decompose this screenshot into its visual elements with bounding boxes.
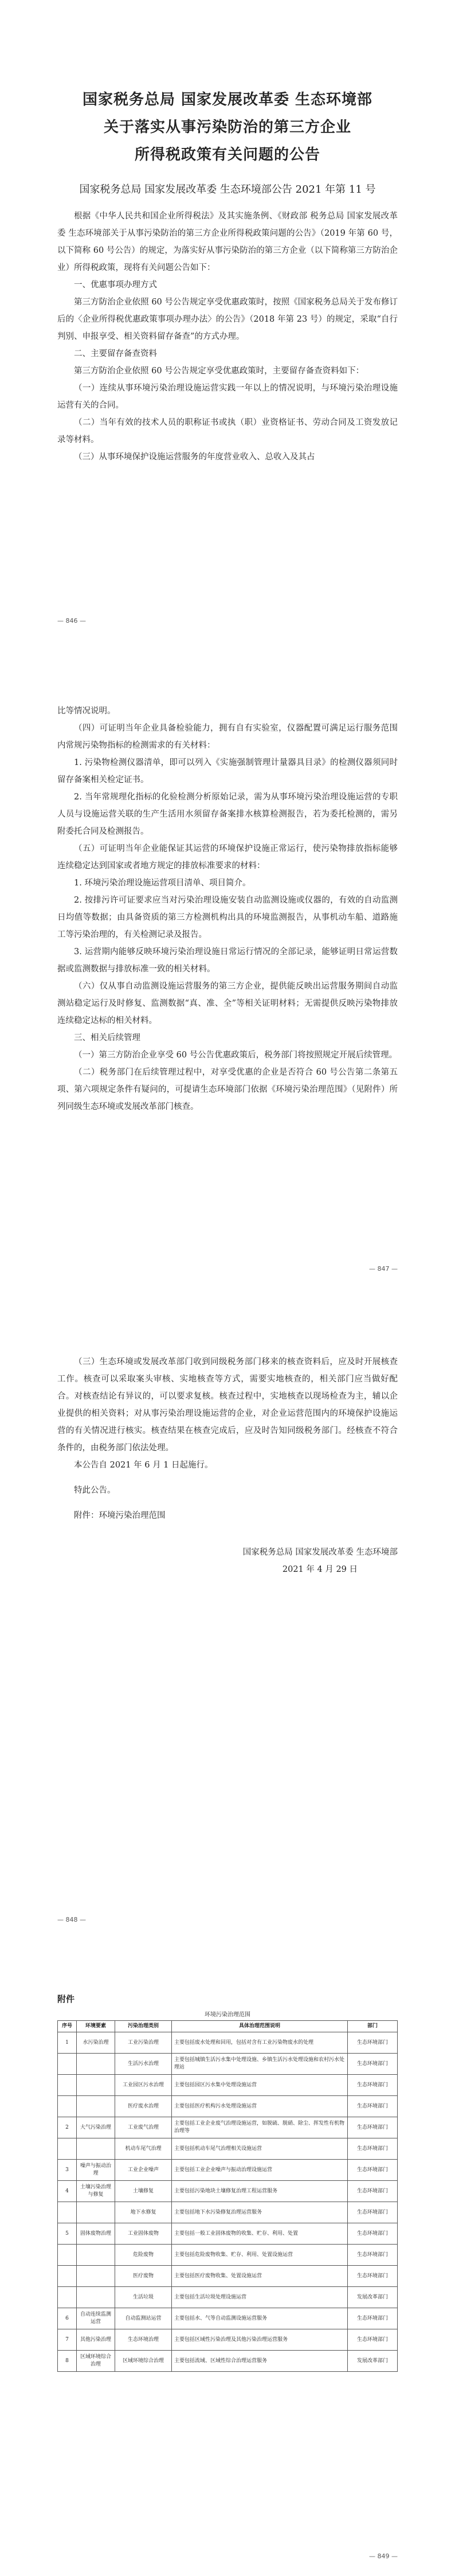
table-cell — [77, 2287, 115, 2308]
page-3 — [0, 1290, 455, 1941]
table-cell: 固体废物治理 — [77, 2223, 115, 2245]
table-cell: 主要包括一般工业固体废物的收集、贮存、利用、处置 — [172, 2223, 348, 2245]
table-cell: 工业园区污水治理 — [115, 2075, 172, 2096]
attachment-label: 附件 — [57, 1994, 75, 2004]
section-2-item-2: （二）当年有效的技术人员的职称证书或执（职）业资格证书、劳动合同及工资发放记录等材料。 — [57, 418, 398, 444]
page-1 — [0, 0, 455, 642]
table-cell: 4 — [58, 2181, 77, 2202]
page-4-content — [57, 1993, 398, 2372]
table-cell: 自动连续监测运营 — [77, 2308, 115, 2329]
table-cell: 主要包括城镇生活污水集中处理设施、乡镇生活污水处理设施和农村污水处理站 — [172, 2054, 348, 2075]
table-cell: 主要包括园区污水集中处理设施运营 — [172, 2075, 348, 2096]
table-cell: 主要包括流域、区域性综合治理运营服务 — [172, 2351, 348, 2372]
table-cell — [58, 2138, 77, 2160]
table-cell: 生态环境部门 — [348, 2160, 398, 2181]
table-header-row — [58, 2021, 398, 2032]
table-cell: 噪声与振动治理 — [77, 2160, 115, 2181]
table-cell: 大气污染治理 — [77, 2117, 115, 2138]
table-cell: 6 — [58, 2308, 77, 2329]
table-cell: 主要包括机动车尾气治理相关设施运营 — [172, 2138, 348, 2160]
table-cell: 3 — [58, 2160, 77, 2181]
page-4 — [0, 1941, 455, 2576]
table-cell: 土壤污染治理与修复 — [77, 2181, 115, 2202]
table-cell: 发展改革部门 — [348, 2351, 398, 2372]
page-number-847: — 847 — — [369, 1265, 398, 1273]
table-cell: 8 — [58, 2351, 77, 2372]
intro-paragraph: 根据《中华人民共和国企业所得税法》及其实施条例、《财政部 税务总局 国家发展改革委 生态环境部关于从事污染防治的第三方企业所得税政策问题的公告》（2019 年第 60 号，以下简称 60 号公告）的规定，为落实好从事污染防治的第三方企业（以下简称第三方防治企业）所得税政策，现将有关问题公告如下： — [57, 212, 398, 272]
table-cell: 工业固体废物 — [115, 2223, 172, 2245]
table-cell: 工业企业噪声 — [115, 2160, 172, 2181]
table-cell — [77, 2138, 115, 2160]
table-row — [58, 2075, 398, 2096]
page-3-content — [57, 1353, 398, 1578]
table-cell: 主要包括工业企业噪声与振动治理设施运营 — [172, 2160, 348, 2181]
section-2-item-5: （五）可证明当年企业能保证其运营的环境保护设施正常运行，使污染物排放指标能够连续稳定达到国家或者地方规定的排放标准要求的材料： — [57, 844, 398, 871]
table-row — [58, 2308, 398, 2329]
table-row — [58, 2032, 398, 2054]
table-row — [58, 2138, 398, 2160]
table-cell: 2 — [58, 2117, 77, 2138]
table-row — [58, 2223, 398, 2245]
pollution-scope-table — [57, 2020, 398, 2372]
table-cell: 5 — [58, 2223, 77, 2245]
table-cell: 水污染治理 — [77, 2032, 115, 2054]
table-cell: 主要包括医疗废物收集、处置设施运营 — [172, 2266, 348, 2287]
table-cell — [77, 2266, 115, 2287]
signing-agencies: 国家税务总局 国家发展改革委 生态环境部 — [242, 1548, 398, 1557]
section-2-item-1: （一）连续从事环境污染治理设施运营实践一年以上的情况说明，与环境污染治理设施运营有关的合同。 — [57, 384, 398, 410]
table-cell: 1 — [58, 2032, 77, 2054]
table-cell: 工业污染治理 — [115, 2032, 172, 2054]
table-cell: 生态环境部门 — [348, 2117, 398, 2138]
section-2-item-4: （四）可证明当年企业具备检验能力，拥有自有实验室，仪器配置可满足运行服务范围内常规污染物指标的检测需求的有关材料： — [57, 724, 398, 750]
document-title-line-1: 国家税务总局 国家发展改革委 生态环境部 — [82, 91, 373, 108]
header-cell: 部门 — [348, 2021, 398, 2032]
table-cell: 其他污染治理 — [77, 2329, 115, 2351]
table-cell — [77, 2054, 115, 2075]
document-title-line-2: 关于落实从事污染防治的第三方企业 — [103, 119, 351, 136]
section-heading-3: 三、相关后续管理 — [74, 1033, 140, 1043]
section-3-item-1: （一）第三方防治企业享受 60 号公告优惠政策后，税务部门将按照规定开展后续管理。 — [74, 1051, 398, 1060]
table-cell: 生态环境部门 — [348, 2096, 398, 2117]
table-cell: 生态环境部门 — [348, 2032, 398, 2054]
table-row — [58, 2351, 398, 2372]
section-3-item-2: （二）税务部门在后续管理过程中，对享受优惠的企业是否符合 60 号公告第二条第五项、第六项规定条件有疑问的，可提请生态环境部门依据《环境污染治理范围》（见附件）所列同级生态环境或发展改革部门核查。 — [57, 1068, 398, 1111]
signing-date: 2021 年 4 月 29 日 — [282, 1565, 358, 1574]
table-cell: 主要包括危险废物收集、贮存、利用、处置设施运营 — [172, 2245, 348, 2266]
table-cell: 主要包括工业企业废气治理设施运营，如脱硫、脱硝、除尘、挥发性有机物治理等 — [172, 2117, 348, 2138]
effective-date-line: 本公告自 2021 年 6 月 1 日起施行。 — [74, 1461, 213, 1470]
table-cell: 7 — [58, 2329, 77, 2351]
page-2 — [0, 642, 455, 1290]
table-cell: 区域环境综合治理 — [115, 2351, 172, 2372]
table-row — [58, 2181, 398, 2202]
table-cell — [77, 2202, 115, 2223]
table-cell — [58, 2245, 77, 2266]
table-cell: 生态环境部门 — [348, 2223, 398, 2245]
table-title: 环境污染治理范围 — [205, 2012, 250, 2018]
table-row — [58, 2245, 398, 2266]
item-5-sub-1: 1. 环境污染治理设施运营项目清单、项目简介。 — [74, 879, 251, 888]
header-cell: 污染治理类别 — [115, 2021, 172, 2032]
table-cell: 主要包括废水处理和回用，包括对含有工业污染物废水的处理 — [172, 2032, 348, 2054]
page-number-848: — 848 — — [57, 1916, 86, 1923]
table-cell — [77, 2245, 115, 2266]
table-cell: 主要包括区域性污染治理及其他污染治理运营服务 — [172, 2329, 348, 2351]
table-body — [58, 2032, 398, 2372]
table-cell: 主要包括生活垃圾处理设施运营 — [172, 2287, 348, 2308]
section-heading-1: 一、优惠事项办理方式 — [74, 280, 157, 290]
page-number-846: — 846 — — [57, 617, 86, 625]
header-cell: 序号 — [58, 2021, 77, 2032]
table-row — [58, 2202, 398, 2223]
table-cell — [58, 2287, 77, 2308]
table-cell: 生态环境部门 — [348, 2181, 398, 2202]
table-cell: 主要包括地下水污染修复治理运营服务 — [172, 2202, 348, 2223]
table-cell: 主要包括污染地块土壤修复治理工程运营服务 — [172, 2181, 348, 2202]
page-2-content — [57, 702, 398, 1115]
section-heading-2: 二、主要留存备查资料 — [74, 349, 157, 358]
table-cell — [58, 2266, 77, 2287]
table-row — [58, 2266, 398, 2287]
table-cell: 机动车尾气治理 — [115, 2138, 172, 2160]
table-cell — [58, 2054, 77, 2075]
section-2-paragraph: 第三方防治企业依照 60 号公告规定享受优惠政策时，主要留存备查资料如下： — [74, 366, 364, 376]
table-cell: 生态环境部门 — [348, 2138, 398, 2160]
item-4-sub-1: 1. 污染物检测仪器清单，即可以列入《实施强制管理计量器具目录》的检测仪器须同时留存备案相关检定证书。 — [57, 758, 398, 784]
table-cell: 生态环境部门 — [348, 2245, 398, 2266]
item-4-sub-2: 2. 当年常规理化指标的化验检测分析原始记录，需为从事环境污染治理设施运营的专职人员与设施运营关联的生产生活用水须留存备案排水核算检测报告，若为委托检测的，需另附委托合同及检测报告。 — [57, 793, 398, 836]
section-1-paragraph: 第三方防治企业依照 60 号公告规定享受优惠政策时，按照《国家税务总局关于发布修订后的〈企业所得税优惠政策事项办理办法〉的公告》（2018 年第 23 号）的规定，采取“自行判别、申报享受、相关资料留存备查”的方式办理。 — [57, 298, 398, 341]
item-5-sub-3: 3. 运营期内能够反映环境污染治理设施日常运行情况的全部记录，能够证明日常运营数据或监测数据与排放标准一致的相关材料。 — [57, 947, 398, 974]
table-cell: 医疗废水治理 — [115, 2096, 172, 2117]
table-cell: 主要包括医疗机构污水处理设施运营 — [172, 2096, 348, 2117]
table-cell: 主要包括水、气等自动监测设施运营服务 — [172, 2308, 348, 2329]
table-row — [58, 2117, 398, 2138]
section-2-item-3-continued: 比等情况说明。 — [57, 707, 116, 716]
table-row — [58, 2287, 398, 2308]
header-cell: 环境要素 — [77, 2021, 115, 2032]
table-cell: 危险废物 — [115, 2245, 172, 2266]
document-title-line-3: 所得税政策有关问题的公告 — [134, 146, 320, 163]
table-cell: 地下水修复 — [115, 2202, 172, 2223]
table-cell — [77, 2096, 115, 2117]
table-row — [58, 2329, 398, 2351]
table-cell: 区域环境综合治理 — [77, 2351, 115, 2372]
table-cell — [58, 2075, 77, 2096]
table-row — [58, 2054, 398, 2075]
table-cell: 发展改革部门 — [348, 2287, 398, 2308]
table-cell: 生态环境部门 — [348, 2075, 398, 2096]
section-2-item-3: （三）从事环境保护设施运营服务的年度营业收入、总收入及其占 — [74, 452, 315, 462]
page-1-content — [57, 86, 398, 466]
table-cell: 生态环境部门 — [348, 2329, 398, 2351]
table-cell — [58, 2202, 77, 2223]
table-cell: 生态环境部门 — [348, 2266, 398, 2287]
attachment-line: 附件：环境污染治理范围 — [74, 1511, 166, 1520]
table-cell: 生态环境部门 — [348, 2308, 398, 2329]
document-subtitle: 国家税务总局 国家发展改革委 生态环境部公告 2021 年第 11 号 — [79, 184, 376, 196]
page-number-849: — 849 — — [369, 2552, 398, 2560]
section-2-item-6: （六）仅从事自动监测设施运营服务的第三方企业，提供能反映出运营服务期间自动监测站稳定运行及时修复、监测数据“真、准、全”等相关证明材料；无需提供反映污染物排放连续稳定达标的相关材料。 — [57, 982, 398, 1025]
table-cell: 生态环境治理 — [115, 2329, 172, 2351]
table-cell: 工业废气治理 — [115, 2117, 172, 2138]
table-cell — [58, 2096, 77, 2117]
table-cell: 生活垃圾 — [115, 2287, 172, 2308]
table-cell: 生态环境部门 — [348, 2202, 398, 2223]
table-row — [58, 2160, 398, 2181]
table-cell: 医疗废物 — [115, 2266, 172, 2287]
item-5-sub-2: 2. 按排污许可证要求应当对污染治理设施安装自动监测设施或仪器的，有效的自动监测日均值等数据；由具备资质的第三方检测机构出具的环境监测报告，从事机动车船、道路施工等污染治理的，有关检测记录及报告。 — [57, 896, 398, 939]
table-cell: 自动监测站运营 — [115, 2308, 172, 2329]
header-cell: 具体治理范围说明 — [172, 2021, 348, 2032]
table-cell: 土壤修复 — [115, 2181, 172, 2202]
table-cell: 生态环境部门 — [348, 2054, 398, 2075]
section-3-item-3: （三）生态环境或发展改革部门收到同级税务部门移来的核查资料后，应及时开展核查工作。核查可以采取案头审核、实地核查等方式，需要实地核查的，相关部门应当做好配合。对核查结论有异议的，可以要求复核。核查过程中，实地核查以现场检查为主，辅以企业提供的相关资料；对从事污染治理设施运营的企业，对企业运营范围内的环境保护设施运营的有关情况进行核实。核查结果在核查完成后，应及时告知同级税务部门。经核查不符合条件的，由税务部门依法处理。 — [57, 1357, 398, 1453]
notice-line: 特此公告。 — [74, 1486, 116, 1495]
table-cell: 生活污水治理 — [115, 2054, 172, 2075]
table-row — [58, 2096, 398, 2117]
table-cell — [77, 2075, 115, 2096]
